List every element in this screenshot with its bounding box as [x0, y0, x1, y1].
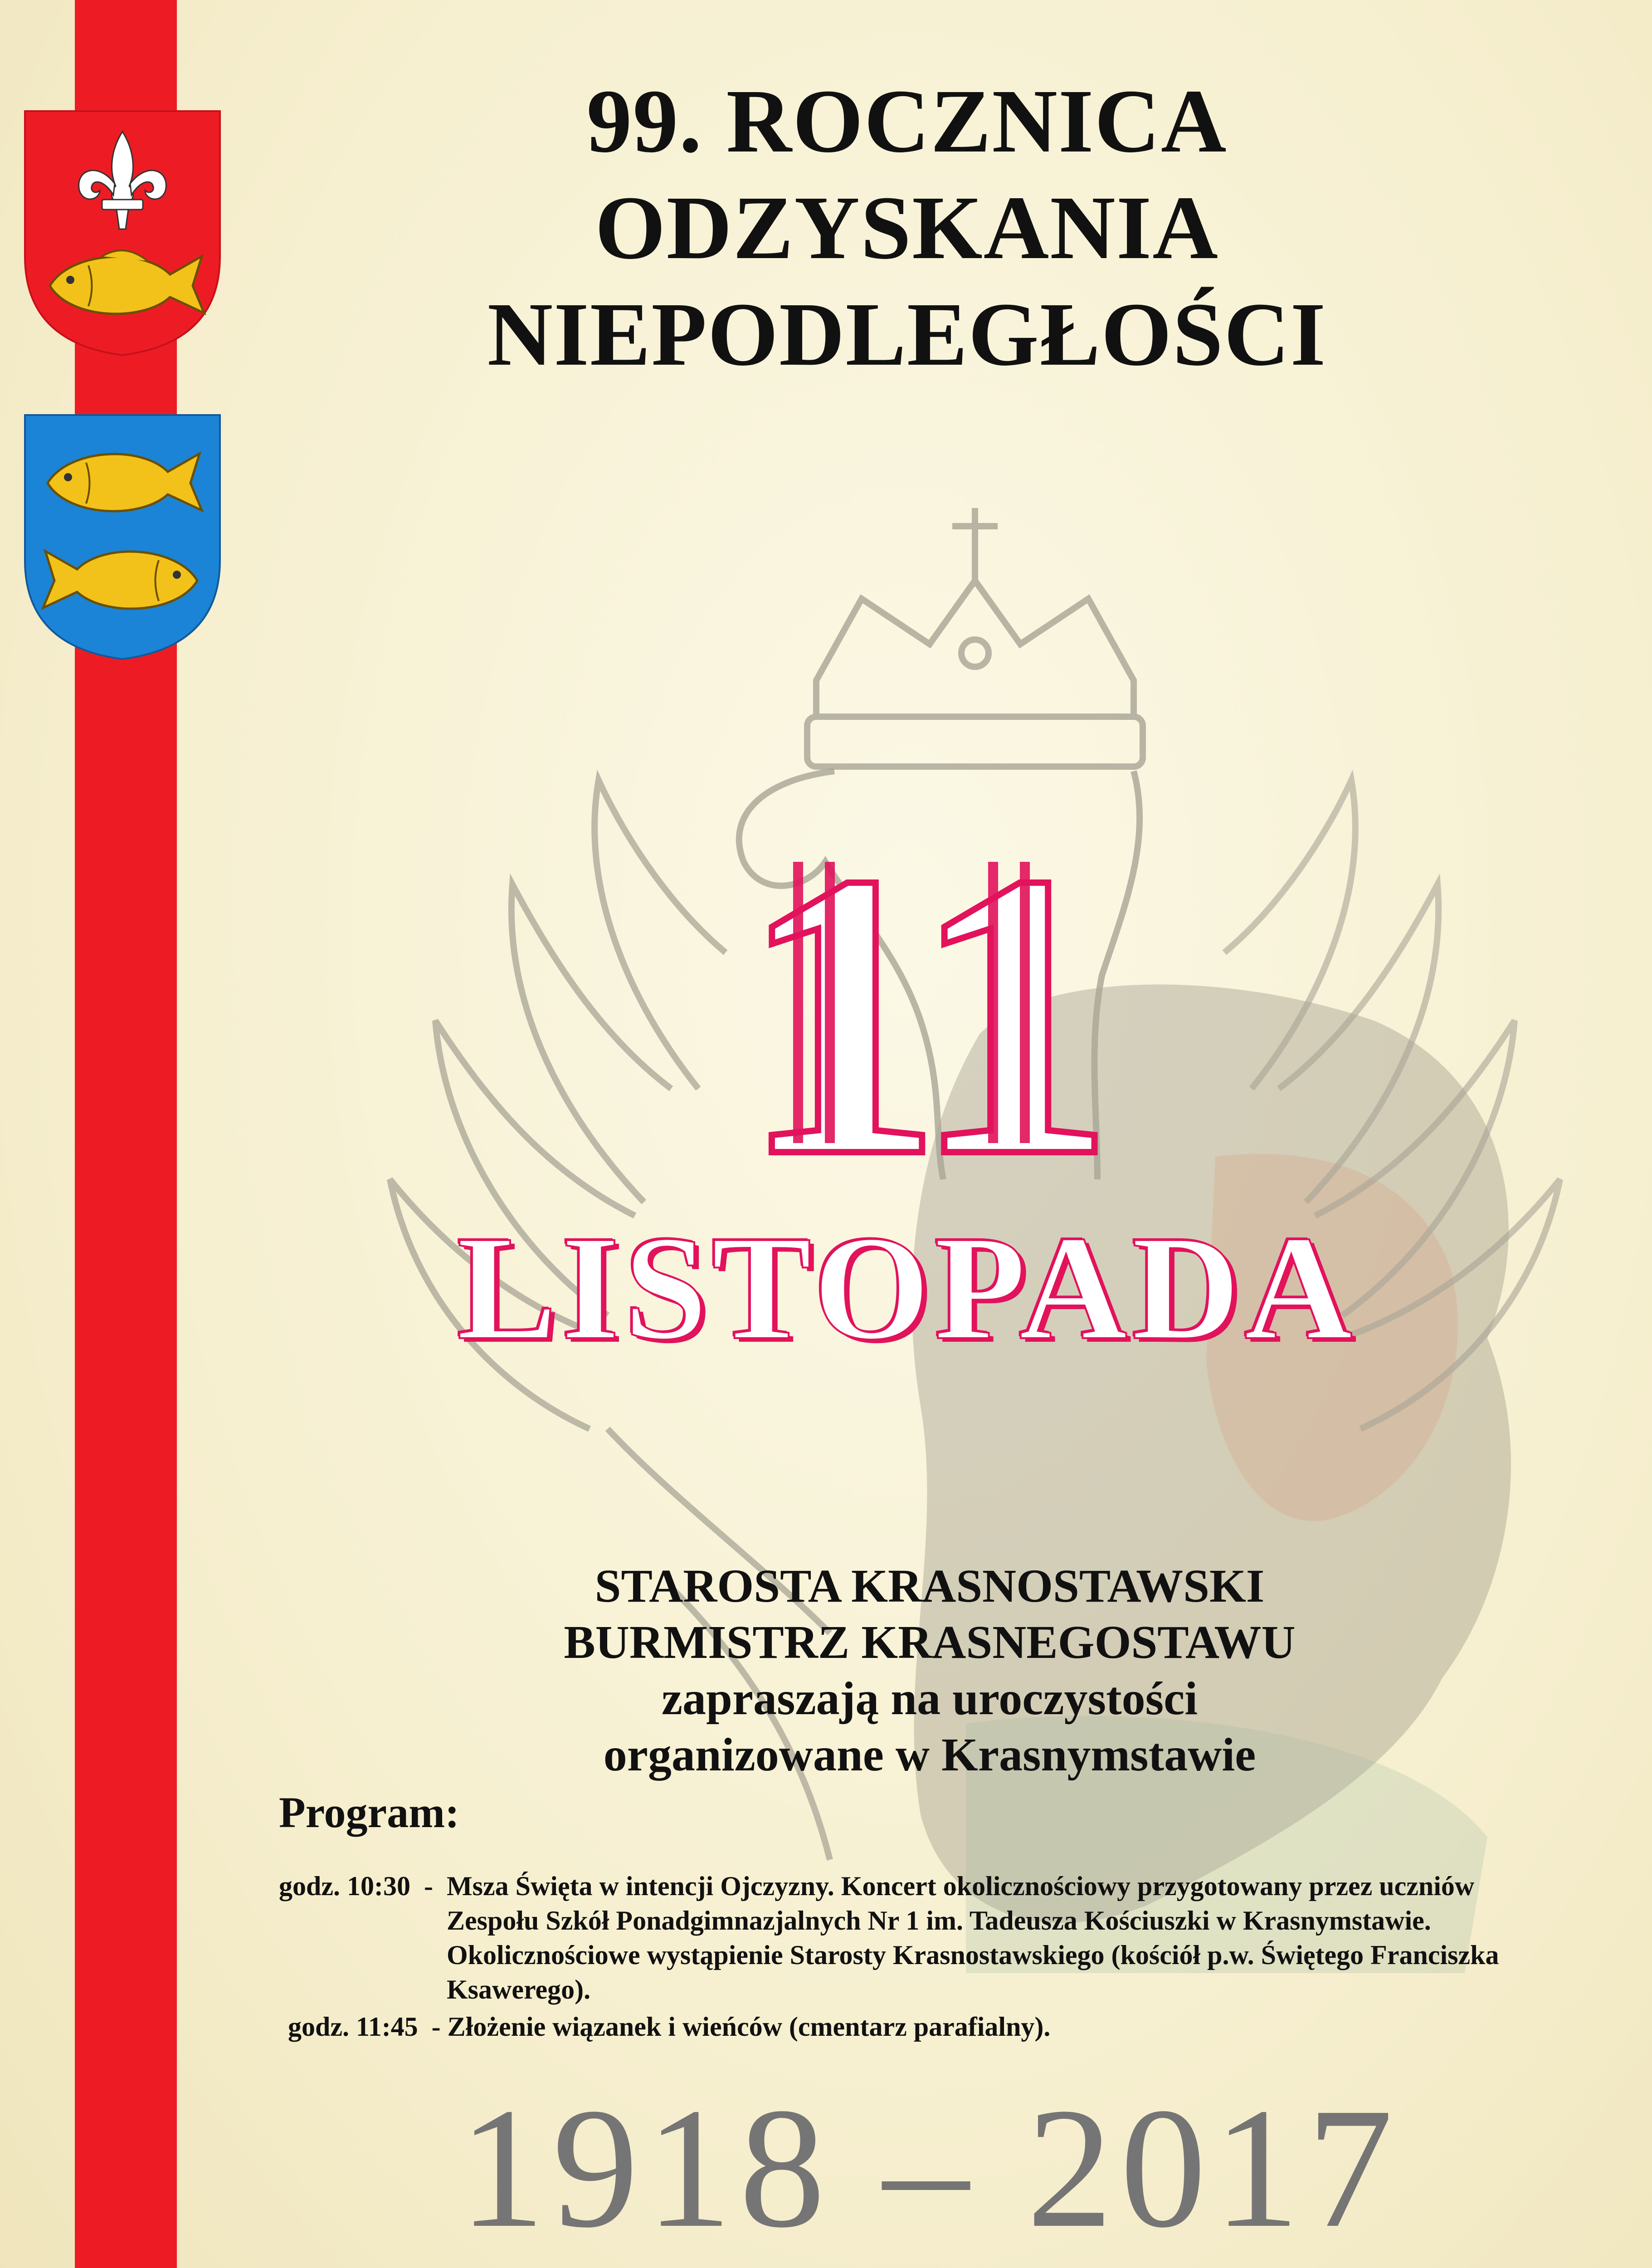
title-line-2: ODZYSKANIA — [595, 178, 1219, 278]
program-description: Złożenie wiązanek i wieńców (cmentarz parafialny). — [447, 2012, 1051, 2042]
years-range: 1918 – 2017 — [459, 2072, 1400, 2263]
poster-title — [317, 68, 1496, 388]
program-list — [279, 1869, 1549, 2044]
title-line-3: NIEPODLEGŁOŚCI — [487, 284, 1327, 385]
organizers-block — [408, 1558, 1451, 1783]
program-item — [279, 2009, 1549, 2044]
day-number — [707, 798, 1138, 1207]
month-name: LISTOPADA — [457, 1205, 1357, 1371]
program-item — [279, 1869, 1549, 2007]
organizer-starosta: STAROSTA KRASNOSTAWSKI — [595, 1560, 1265, 1612]
program-description: Msza Święta w intencji Ojczyzny. Koncert okolicznościowy przygotowany przez uczniów Zespołu Szkół Ponadgimnazjalnych Nr 1 im. Tadeusza Kościuszki w Krasnymstawie. Okolicznościowe wystąpienie Starosty Krasnostawskiego (kościół p.w. Świętego Franciszka Ksawerego). — [446, 1871, 1499, 2004]
program-time: godz. 10:30 - — [279, 1871, 447, 1901]
program-time: godz. 11:45 - — [288, 2012, 448, 2042]
program-label: Program: — [279, 1788, 460, 1837]
shield-two-fish-icon — [20, 411, 224, 662]
organizer-burmistrz: BURMISTRZ KRASNEGOSTAWU — [564, 1616, 1296, 1668]
day-number-text: 11 — [739, 798, 1107, 1207]
invitation-line-1: zapraszają na uroczystości — [661, 1672, 1198, 1725]
title-line-1: 99. ROCZNICA — [586, 71, 1228, 171]
invitation-line-2: organizowane w Krasnymstawie — [603, 1729, 1256, 1781]
shield-fleur-de-lis-fish-icon — [20, 107, 224, 358]
